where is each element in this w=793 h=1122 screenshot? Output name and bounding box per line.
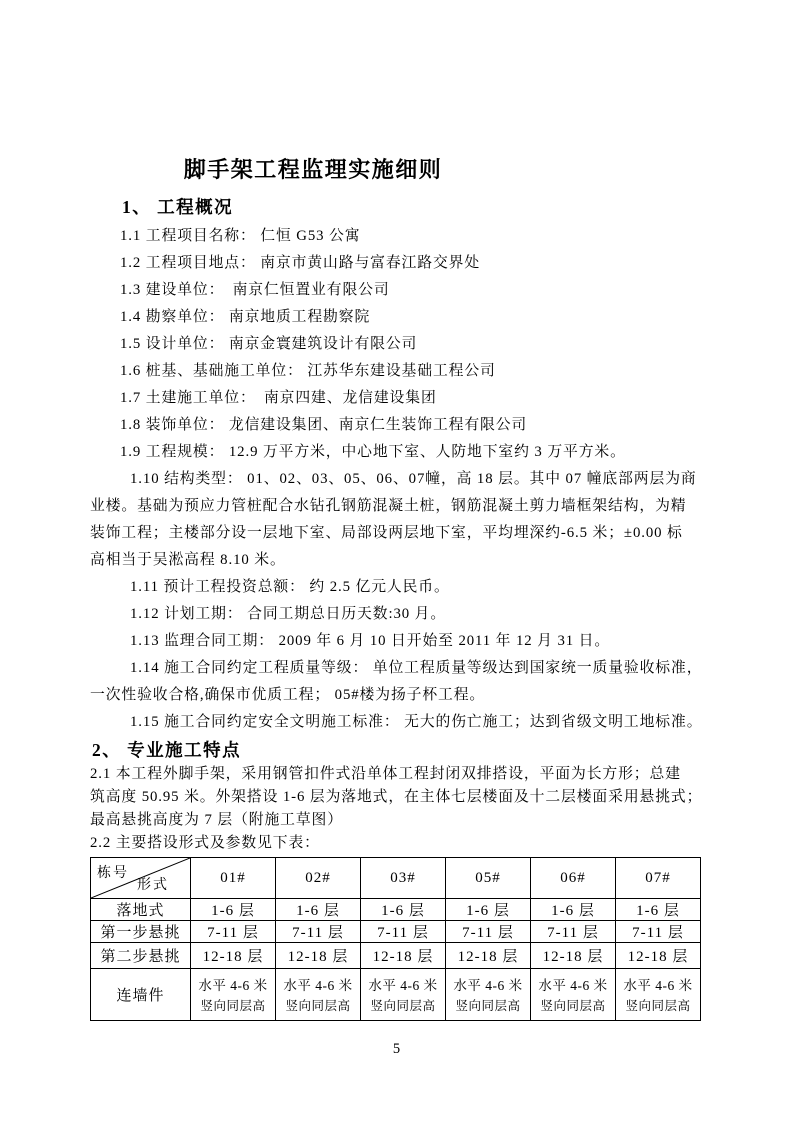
body-line-1-4: 1.4 勘察单位： 南京地质工程勘察院 xyxy=(120,309,371,325)
column-header: 02# xyxy=(276,858,361,899)
table-cell: 1-6 层 xyxy=(276,899,361,921)
table-cell: 1-6 层 xyxy=(531,899,616,921)
table-cell: 12-18 层 xyxy=(446,943,531,969)
body-line-1-11: 1.11 预计工程投资总额： 约 2.5 亿元人民币。 xyxy=(130,579,450,595)
table-cell: 12-18 层 xyxy=(276,943,361,969)
table-cell: 7-11 层 xyxy=(446,921,531,943)
table-row-second-cantilever xyxy=(91,943,701,969)
table-header-row xyxy=(91,858,701,899)
table-row-ground-type xyxy=(91,899,701,921)
table-cell: 1-6 层 xyxy=(361,899,446,921)
table-cell xyxy=(616,969,701,1021)
corner-label-building: 栋号 xyxy=(97,866,129,881)
body-line-1-10-cont-1: 业楼。基础为预应力管桩配合水钻孔钢筋混凝土桩，钢筋混凝土剪力墙框架结构，为精 xyxy=(90,498,687,514)
body-line-2-1-cont-2: 最高悬挑高度为 7 层（附施工草图） xyxy=(90,812,343,828)
tie-vertical: 竖向同层高 xyxy=(370,999,436,1013)
body-line-1-1: 1.1 工程项目名称： 仁恒 G53 公寓 xyxy=(120,228,361,244)
body-line-1-8: 1.8 装饰单位： 龙信建设集团、南京仁生装饰工程有限公司 xyxy=(120,417,528,433)
scaffold-parameters-table xyxy=(90,857,701,1021)
table-cell: 12-18 层 xyxy=(616,943,701,969)
tie-horizontal: 水平 4-6 米 xyxy=(538,978,608,993)
section-1-body xyxy=(90,223,706,736)
body-line-1-14: 1.14 施工合同约定工程质量等级： 单位工程质量等级达到国家统一质量验收标准， xyxy=(130,660,703,676)
body-line-1-15: 1.15 施工合同约定安全文明施工标准： 无大的伤亡施工；达到省级文明工地标准。 xyxy=(130,714,703,730)
table-cell: 7-11 层 xyxy=(361,921,446,943)
table-cell: 12-18 层 xyxy=(191,943,276,969)
tie-vertical: 竖向同层高 xyxy=(285,999,351,1013)
row-label: 第二步悬挑 xyxy=(91,943,191,969)
body-line-1-2: 1.2 工程项目地点： 南京市黄山路与富春江路交界处 xyxy=(120,255,481,271)
table-cell: 1-6 层 xyxy=(446,899,531,921)
page-number: 5 xyxy=(392,1041,401,1057)
tie-horizontal: 水平 4-6 米 xyxy=(623,978,693,993)
row-label: 连墙件 xyxy=(91,969,191,1021)
table-cell xyxy=(531,969,616,1021)
section-2-body xyxy=(90,763,706,855)
body-line-1-10: 1.10 结构类型： 01、02、03、05、06、07幢，高 18 层。其中 07 幢底部两层为商 xyxy=(130,471,697,487)
body-line-1-10-cont-2: 装饰工程；主楼部分设一层地下室、局部设两层地下室，平均埋深约-6.5 米；±0.00 标 xyxy=(90,525,683,541)
table-row-first-cantilever xyxy=(91,921,701,943)
table-row-wall-ties xyxy=(91,969,701,1021)
body-line-1-13: 1.13 监理合同工期： 2009 年 6 月 10 日开始至 2011 年 12 月 31 日。 xyxy=(130,633,611,649)
column-header: 01# xyxy=(191,858,276,899)
table-cell xyxy=(191,969,276,1021)
tie-horizontal: 水平 4-6 米 xyxy=(198,978,268,993)
table-cell: 7-11 层 xyxy=(191,921,276,943)
tie-vertical: 竖向同层高 xyxy=(625,999,691,1013)
table-cell: 7-11 层 xyxy=(531,921,616,943)
column-header: 03# xyxy=(361,858,446,899)
tie-vertical: 竖向同层高 xyxy=(540,999,606,1013)
column-header: 05# xyxy=(446,858,531,899)
corner-label-form: 形式 xyxy=(137,878,169,893)
body-line-1-5: 1.5 设计单位： 南京金寰建筑设计有限公司 xyxy=(120,336,418,352)
table-cell: 12-18 层 xyxy=(531,943,616,969)
corner-cell xyxy=(91,858,191,899)
body-line-1-9: 1.9 工程规模： 12.9 万平方米，中心地下室、人防地下室约 3 万平方米。 xyxy=(120,444,626,460)
table-cell xyxy=(276,969,361,1021)
body-line-2-1-cont-1: 筑高度 50.95 米。外架搭设 1-6 层为落地式，在主体七层楼面及十二层楼面采用悬挑式； xyxy=(90,789,703,805)
document-title: 脚手架工程监理实施细则 xyxy=(183,157,443,182)
body-line-1-10-cont-3: 高相当于吴淞高程 8.10 米。 xyxy=(90,552,286,568)
body-line-1-6: 1.6 桩基、基础施工单位： 江苏华东建设基础工程公司 xyxy=(120,363,496,379)
table-cell: 12-18 层 xyxy=(361,943,446,969)
body-line-1-3: 1.3 建设单位： 南京仁恒置业有限公司 xyxy=(120,282,390,298)
tie-vertical: 竖向同层高 xyxy=(455,999,521,1013)
table-cell: 7-11 层 xyxy=(276,921,361,943)
tie-horizontal: 水平 4-6 米 xyxy=(283,978,353,993)
column-header: 07# xyxy=(616,858,701,899)
row-label: 落地式 xyxy=(91,899,191,921)
table-cell xyxy=(361,969,446,1021)
table-cell: 7-11 层 xyxy=(616,921,701,943)
column-header: 06# xyxy=(531,858,616,899)
body-line-1-7: 1.7 土建施工单位： 南京四建、龙信建设集团 xyxy=(120,390,437,406)
tie-horizontal: 水平 4-6 米 xyxy=(368,978,438,993)
document-content xyxy=(90,0,706,1021)
tie-vertical: 竖向同层高 xyxy=(200,999,266,1013)
table-cell: 1-6 层 xyxy=(616,899,701,921)
section-1-heading: 1、 工程概况 xyxy=(122,197,234,217)
tie-horizontal: 水平 4-6 米 xyxy=(453,978,523,993)
table-cell: 1-6 层 xyxy=(191,899,276,921)
body-line-1-12: 1.12 计划工期： 合同工期总日历天数:30 月。 xyxy=(130,606,447,622)
body-line-2-2: 2.2 主要搭设形式及参数见下表： xyxy=(90,835,320,851)
body-line-1-14-cont: 一次性验收合格,确保市优质工程； 05#楼为扬子杯工程。 xyxy=(90,687,486,703)
body-line-2-1: 2.1 本工程外脚手架，采用钢管扣件式沿单体工程封闭双排搭设，平面为长方形；总建 xyxy=(90,766,681,782)
section-2-heading: 2、 专业施工特点 xyxy=(92,740,242,760)
row-label: 第一步悬挑 xyxy=(91,921,191,943)
table-cell xyxy=(446,969,531,1021)
